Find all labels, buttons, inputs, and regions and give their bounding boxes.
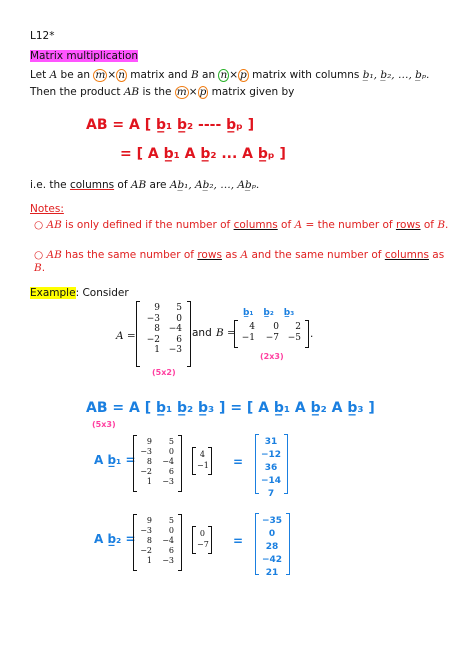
var-n-circled: n: [118, 69, 125, 81]
matrix-entry: −2: [140, 546, 152, 555]
var-A: A: [49, 69, 58, 81]
matrix-A-left-bracket: [136, 301, 140, 367]
var-B: B: [190, 69, 199, 81]
bullet-icon: ○: [34, 219, 44, 231]
result-entry: 21: [265, 568, 279, 578]
matrix-entry: 0: [168, 447, 174, 456]
result-entry: 28: [265, 542, 279, 552]
column-list: b̲₁, b̲₂, …, b̲ₚ.: [362, 69, 430, 81]
matrix-entry: −3: [162, 556, 174, 565]
notes-label: Notes:: [30, 203, 64, 215]
Ab2-vec-right-bracket: [208, 526, 212, 554]
def-text: matrix given by: [208, 86, 295, 98]
ie-list: Ab̲₁, Ab̲₂, …, Ab̲ₚ.: [169, 179, 260, 191]
matrix-entry: 8: [154, 324, 160, 334]
note-rows: rows: [197, 249, 222, 261]
matrix-entry: 6: [168, 467, 174, 476]
Ab1-vec-right-bracket: [208, 447, 212, 475]
Ab2-matrix-A: [137, 516, 177, 566]
matrix-entry: −4: [168, 324, 182, 334]
result-entry: 0: [268, 529, 276, 539]
title-text: Matrix multiplication: [30, 50, 139, 62]
example-label: Example: [30, 287, 76, 299]
var-B: B: [34, 262, 42, 274]
matrix-entry: 0: [168, 526, 174, 535]
matrix-B-right-bracket: [305, 320, 309, 348]
matrix-entry: −2: [146, 334, 160, 345]
vector-entry: −1: [197, 461, 209, 470]
note-rows: rows: [395, 219, 421, 231]
matrix-A-right-bracket: [187, 301, 191, 367]
var-p-circled: p: [240, 69, 247, 81]
matrix-entry: 9: [154, 303, 160, 313]
AB-size-annotation: (5x3): [92, 420, 116, 429]
Ab2-vector-b2: [194, 528, 208, 550]
handwritten-equation-3: AB = A [ b̲₁ b̲₂ b̲₃ ] = [ A b̲₁ A b̲₂ A b̲₃ ]: [86, 400, 375, 416]
matrix-entry: 5: [168, 516, 174, 525]
note-text: .: [41, 262, 46, 274]
matrix-entry: −5: [287, 332, 301, 343]
result-entry: −14: [260, 476, 282, 486]
note-text: of: [420, 219, 438, 231]
ie-line: [30, 179, 259, 192]
var-AB: AB: [123, 86, 140, 98]
B-column-label: b̲₂: [263, 308, 274, 318]
result-entry: −42: [261, 555, 283, 565]
Ab1-result-right-bracket: [284, 434, 288, 494]
matrix-entry: 9: [146, 516, 152, 525]
var-m-circled: m: [176, 86, 187, 98]
example-line: [30, 287, 129, 300]
Ab1-equals: =: [233, 455, 244, 469]
matrix-entry: 4: [249, 322, 255, 332]
period: .: [310, 328, 314, 340]
note-text: as: [428, 249, 445, 261]
matrix-entry: 6: [176, 334, 182, 345]
vector-entry: 0: [199, 529, 205, 538]
times-symbol: ×: [188, 86, 198, 98]
matrix-entry: 0: [273, 322, 279, 332]
var-p-circled: p: [199, 86, 207, 98]
A-size-annotation: (5x2): [152, 368, 176, 377]
definition-line-2: [30, 86, 294, 99]
result-entry: 31: [264, 437, 278, 447]
matrix-entry: 8: [146, 536, 152, 545]
note-text: as: [221, 249, 241, 261]
Ab1-label: A b̲₁ =: [94, 453, 136, 467]
Ab2-label: A b̲₂ =: [94, 532, 136, 546]
note-columns: columns: [384, 249, 429, 261]
matrix-entry: 8: [146, 457, 152, 466]
matrix-entry: −4: [162, 457, 174, 466]
note-text: and the same number of: [248, 249, 385, 261]
matrix-entry: 1: [146, 477, 152, 486]
var-AB: AB: [46, 249, 62, 261]
bullet-icon: ○: [34, 249, 44, 261]
B-column-label: b̲₃: [283, 308, 295, 318]
note-2: [34, 249, 454, 275]
note-text: = the number of: [302, 219, 396, 231]
var-m-circled: m: [95, 69, 106, 81]
ie-text: of: [114, 179, 131, 191]
example-consider: : Consider: [75, 287, 129, 299]
def-text: an: [198, 69, 219, 81]
note-columns: columns: [233, 219, 278, 231]
times-symbol: ×: [107, 69, 117, 81]
matrix-entry: −3: [162, 477, 174, 486]
var-AB: AB: [46, 219, 62, 231]
note-text: has the same number of: [61, 249, 198, 261]
matrix-entry: −3: [140, 447, 152, 456]
var-AB: AB: [130, 179, 147, 191]
matrix-entry: 2: [295, 322, 301, 332]
result-entry: −12: [260, 450, 282, 460]
def-text: matrix and: [126, 69, 191, 81]
Ab1-matrix-A: [137, 437, 177, 487]
matrix-B: [238, 322, 304, 343]
matrix-entry: −1: [241, 332, 255, 343]
Ab2-result-right-bracket: [286, 513, 290, 575]
times-symbol: ×: [229, 69, 239, 81]
Ab2-result-vector: [258, 515, 286, 580]
matrix-entry: 5: [168, 437, 174, 446]
matrix-entry: −2: [140, 467, 152, 476]
matrix-entry: 1: [146, 556, 152, 565]
matrix-entry: −7: [265, 332, 279, 343]
def-text: Then the product: [30, 86, 124, 98]
ie-text: are: [146, 179, 170, 191]
note-text: of: [277, 219, 295, 231]
def-text: is the: [139, 86, 175, 98]
matrix-entry: 5: [176, 303, 182, 313]
matrix-A: [141, 303, 185, 356]
matrix-entry: 9: [146, 437, 152, 446]
result-entry: −35: [261, 516, 283, 526]
Ab2-A-right-bracket: [178, 514, 182, 571]
handwritten-equation-1: AB = A [ b̲₁ b̲₂ ---- b̲ₚ ]: [86, 117, 255, 133]
handwritten-equation-2: = [ A b̲₁ A b̲₂ ... A b̲ₚ ]: [120, 146, 286, 162]
Ab2-equals: =: [233, 534, 244, 548]
def-text: matrix with columns: [248, 69, 363, 81]
def-text: Let: [30, 69, 50, 81]
B-equals: B =: [216, 327, 236, 339]
B-column-label: b̲₁: [243, 308, 254, 318]
ie-columns: columns: [69, 179, 115, 191]
ie-text: i.e. the: [30, 179, 70, 191]
result-entry: 36: [264, 463, 278, 473]
note-text: .: [445, 219, 449, 231]
matrix-entry: −4: [162, 536, 174, 545]
vector-entry: −7: [197, 540, 209, 549]
matrix-entry: −3: [146, 313, 160, 324]
definition-line-1: [30, 69, 429, 82]
vector-entry: 4: [199, 450, 205, 459]
var-B: B: [437, 219, 446, 231]
Ab1-vector-b1: [194, 449, 208, 471]
section-title: [30, 50, 138, 63]
var-n-circled-green: n: [220, 69, 228, 81]
def-text: be an: [57, 69, 94, 81]
var-A: A: [240, 249, 249, 261]
var-A: A: [294, 219, 303, 231]
matrix-entry: 6: [168, 546, 174, 555]
B-column-labels: [243, 308, 294, 318]
A-equals: A =: [116, 330, 136, 342]
and-text: and: [192, 327, 212, 339]
note-1: [34, 219, 454, 232]
matrix-entry: −3: [168, 345, 182, 355]
note-text: is only defined if the number of: [61, 219, 234, 231]
result-entry: 7: [267, 489, 275, 499]
Ab1-A-right-bracket: [178, 435, 182, 492]
matrix-entry: 0: [176, 313, 182, 324]
Ab1-result-vector: [258, 436, 284, 501]
B-size-annotation: (2x3): [260, 352, 284, 361]
page-label: L12*: [30, 30, 55, 42]
matrix-entry: 1: [154, 345, 160, 355]
matrix-entry: −3: [140, 526, 152, 535]
